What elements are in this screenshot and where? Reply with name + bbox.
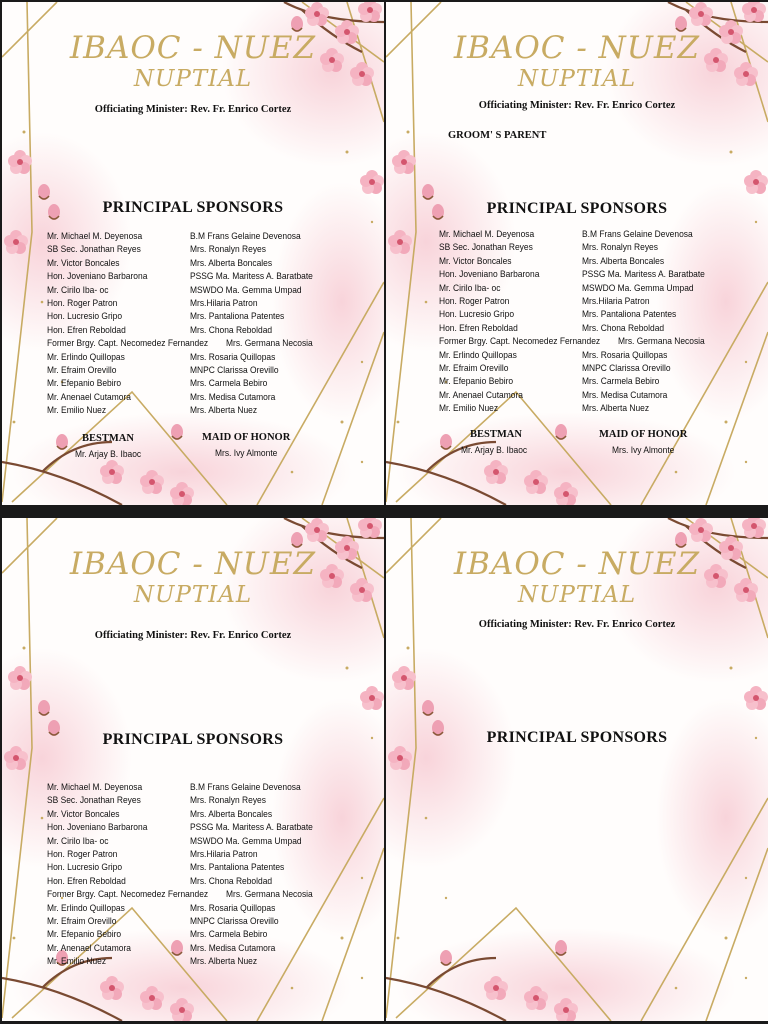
sponsor-name: Mrs. Chona Reboldad <box>582 321 665 333</box>
sponsor-name: Mr. Michael M. Deyenosa <box>439 228 535 239</box>
couple-title: IBAOC - NUEZ <box>69 30 317 66</box>
principal-sponsors-heading: PRINCIPAL SPONSORS <box>102 199 284 216</box>
sponsor-name: Hon. Efren Reboldad <box>47 874 126 886</box>
sponsor-name: Mrs. Chona Reboldad <box>190 874 273 886</box>
invitation-card-4 <box>386 518 768 1021</box>
sponsor-name: PSSG Ma. Maritess A. Baratbate <box>582 268 705 280</box>
sponsor-name: Mrs. Ronalyn Reyes <box>582 241 658 253</box>
sponsor-name: Mr. Emilio Nuez <box>439 402 499 414</box>
sponsors-right-column <box>582 227 705 414</box>
sponsor-name: MNPC Clarissa Orevillo <box>190 363 279 375</box>
sponsor-name: PSSG Ma. Maritess A. Baratbate <box>190 821 313 833</box>
sponsor-name: Mrs. Alberta Boncales <box>582 254 665 266</box>
sponsor-name: Mr. Emilio Nuez <box>47 404 107 416</box>
sponsor-name: Mrs. Germana Necosia <box>226 888 313 900</box>
sponsor-name: Mrs. Carmela Bebiro <box>190 377 268 389</box>
sponsor-name: Mr. Anenael Cutamora <box>47 390 131 402</box>
sponsor-name: Mrs. Medisa Cutamora <box>190 941 276 953</box>
officiating-minister: Officiating Minister: Rev. Fr. Enrico Cortez <box>94 104 292 115</box>
nuptial-subtitle: NUPTIAL <box>517 582 637 608</box>
sponsor-name: Mrs. Alberta Nuez <box>582 402 650 414</box>
sponsor-name: Mrs. Rosaria Quillopas <box>190 901 276 913</box>
sponsor-name: Mr. Anenael Cutamora <box>439 388 523 400</box>
sponsor-name: Mr. Erlindo Quillopas <box>47 350 125 362</box>
sponsor-name: Mrs.Hilaria Patron <box>190 296 258 308</box>
sponsor-name: B.M Frans Gelaine Devenosa <box>190 781 301 792</box>
sponsors-right-column <box>190 229 313 416</box>
sponsor-name: Mrs. Ronalyn Reyes <box>190 794 266 806</box>
sponsor-name: SB Sec. Jonathan Reyes <box>47 243 141 255</box>
sponsor-name: Hon. Roger Patron <box>47 296 118 308</box>
sponsor-name: MSWDO Ma. Gemma Umpad <box>190 283 302 295</box>
sponsor-name: Mr. Efepanio Bebiro <box>47 928 122 940</box>
sponsor-name: B.M Frans Gelaine Devenosa <box>190 230 301 241</box>
sponsor-name: Mrs. Rosaria Quillopas <box>190 350 276 362</box>
sponsor-name: MSWDO Ma. Gemma Umpad <box>190 834 302 846</box>
bestman-label: BESTMAN <box>82 433 134 444</box>
sponsor-name: Hon. Lucresio Gripo <box>47 861 123 873</box>
sponsor-name: Mrs. Alberta Nuez <box>190 404 258 416</box>
sponsor-name: Mrs. Medisa Cutamora <box>190 390 276 402</box>
sponsor-name: Mr. Cirilo Iba- oc <box>439 281 501 293</box>
sponsor-name: Mr. Cirilo Iba- oc <box>47 834 109 846</box>
sponsor-name: Mrs.Hilaria Patron <box>190 847 258 859</box>
sponsor-name: Former Brgy. Capt. Necomedez Fernandez <box>439 335 601 347</box>
sponsor-name: Mrs. Pantaliona Patentes <box>582 308 677 320</box>
sponsor-name: Mr. Efraim Orevillo <box>439 361 509 373</box>
sponsor-name: Mrs. Germana Necosia <box>618 335 705 347</box>
invitation-card-2 <box>386 2 768 505</box>
sponsor-name: Mrs. Pantaliona Patentes <box>190 861 285 873</box>
sponsor-name: Mrs. Alberta Boncales <box>190 256 273 268</box>
sponsor-name: Mrs. Ronalyn Reyes <box>190 243 266 255</box>
sponsors-left-column <box>47 229 208 416</box>
sponsor-name: Mr. Michael M. Deyenosa <box>47 781 143 792</box>
bestman-label: BESTMAN <box>470 429 522 440</box>
officiating-minister: Officiating Minister: Rev. Fr. Enrico Cortez <box>478 100 676 111</box>
sponsor-name: Hon. Lucresio Gripo <box>439 308 515 320</box>
sponsor-name: Hon. Joveniano Barbarona <box>47 821 148 833</box>
sponsor-name: Mr. Anenael Cutamora <box>47 941 131 953</box>
sponsor-name: B.M Frans Gelaine Devenosa <box>582 228 693 239</box>
grooms-parent-heading: GROOM' S PARENT <box>448 130 547 141</box>
sponsor-name: Mr. Victor Boncales <box>47 807 120 819</box>
sponsor-name: Mr. Emilio Nuez <box>47 955 107 967</box>
maid-of-honor-name: Mrs. Ivy Almonte <box>612 444 675 455</box>
sponsor-name: Hon. Joveniano Barbarona <box>47 270 148 282</box>
sponsor-name: Mrs.Hilaria Patron <box>582 294 650 306</box>
sponsor-name: Mr. Erlindo Quillopas <box>439 348 517 360</box>
sponsor-name: MSWDO Ma. Gemma Umpad <box>582 281 694 293</box>
officiating-minister: Officiating Minister: Rev. Fr. Enrico Cortez <box>94 630 292 641</box>
sponsors-left-column <box>47 780 208 967</box>
maid-of-honor-label: MAID OF HONOR <box>599 429 688 440</box>
principal-sponsors-heading: PRINCIPAL SPONSORS <box>486 729 668 746</box>
principal-sponsors-heading: PRINCIPAL SPONSORS <box>102 731 284 748</box>
maid-of-honor-name: Mrs. Ivy Almonte <box>215 447 278 458</box>
sponsor-name: Mrs. Chona Reboldad <box>190 323 273 335</box>
sponsor-name: Former Brgy. Capt. Necomedez Fernandez <box>47 888 209 900</box>
sponsor-name: Mr. Efraim Orevillo <box>47 914 117 926</box>
nuptial-subtitle: NUPTIAL <box>517 66 637 92</box>
sponsor-name: Mrs. Carmela Bebiro <box>582 375 660 387</box>
sponsor-name: Mr. Victor Boncales <box>47 256 120 268</box>
sponsor-name: SB Sec. Jonathan Reyes <box>47 794 141 806</box>
officiating-minister: Officiating Minister: Rev. Fr. Enrico Cortez <box>478 619 676 630</box>
sponsor-name: Mrs. Pantaliona Patentes <box>190 310 285 322</box>
sponsor-name: Hon. Lucresio Gripo <box>47 310 123 322</box>
sponsor-name: Hon. Roger Patron <box>439 294 510 306</box>
couple-title: IBAOC - NUEZ <box>69 546 317 582</box>
sponsor-name: Mrs. Germana Necosia <box>226 337 313 349</box>
couple-title: IBAOC - NUEZ <box>453 30 701 66</box>
sponsor-name: Mr. Erlindo Quillopas <box>47 901 125 913</box>
sponsor-name: Mrs. Carmela Bebiro <box>190 928 268 940</box>
maid-of-honor-label: MAID OF HONOR <box>202 432 291 443</box>
sponsor-name: Mr. Efepanio Bebiro <box>47 377 122 389</box>
bestman-name: Mr. Arjay B. Ibaoc <box>75 448 142 459</box>
sponsors-right-column <box>190 780 313 967</box>
sponsor-name: Mr. Cirilo Iba- oc <box>47 283 109 295</box>
couple-title: IBAOC - NUEZ <box>453 546 701 582</box>
sponsor-name: Mrs. Rosaria Quillopas <box>582 348 668 360</box>
bestman-name: Mr. Arjay B. Ibaoc <box>461 444 528 455</box>
sponsor-name: PSSG Ma. Maritess A. Baratbate <box>190 270 313 282</box>
invitation-card-3 <box>2 518 384 1021</box>
sponsor-name: Hon. Efren Reboldad <box>439 321 518 333</box>
nuptial-subtitle: NUPTIAL <box>133 66 253 92</box>
sponsor-name: Hon. Joveniano Barbarona <box>439 268 540 280</box>
sponsor-name: MNPC Clarissa Orevillo <box>582 361 671 373</box>
sponsor-name: MNPC Clarissa Orevillo <box>190 914 279 926</box>
principal-sponsors-heading: PRINCIPAL SPONSORS <box>486 200 668 217</box>
sponsor-name: Mr. Efraim Orevillo <box>47 363 117 375</box>
sponsor-name: Mr. Victor Boncales <box>439 254 512 266</box>
sponsor-name: Mrs. Medisa Cutamora <box>582 388 668 400</box>
sponsor-name: Mr. Michael M. Deyenosa <box>47 230 143 241</box>
nuptial-subtitle: NUPTIAL <box>133 582 253 608</box>
sponsor-name: Mr. Efepanio Bebiro <box>439 375 514 387</box>
sponsor-name: SB Sec. Jonathan Reyes <box>439 241 533 253</box>
invitation-card-1 <box>2 2 384 505</box>
sponsor-name: Hon. Roger Patron <box>47 847 118 859</box>
sponsor-name: Mrs. Alberta Boncales <box>190 807 273 819</box>
sponsors-left-column <box>439 227 600 414</box>
sponsor-name: Hon. Efren Reboldad <box>47 323 126 335</box>
sponsor-name: Mrs. Alberta Nuez <box>190 955 258 967</box>
sponsor-name: Former Brgy. Capt. Necomedez Fernandez <box>47 337 209 349</box>
